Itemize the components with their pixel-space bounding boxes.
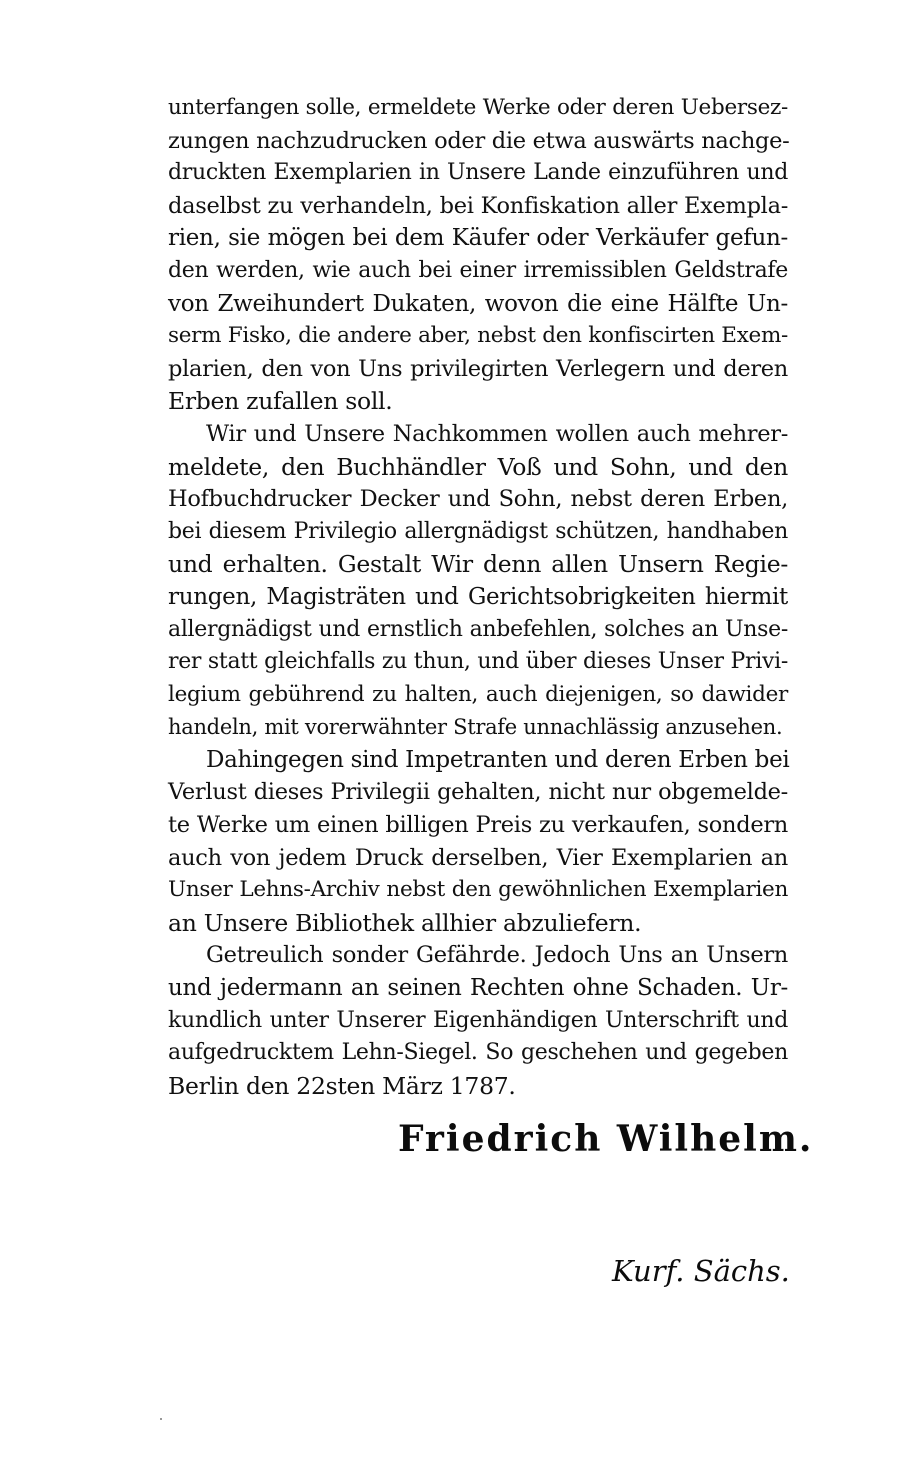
text-line: kundlich unter Unserer Eigenhändigen Unterschrift und bbox=[168, 1007, 788, 1033]
text-line: und jedermann an seinen Rechten ohne Schaden. Ur- bbox=[168, 975, 788, 1002]
text-line: zungen nachzudrucken oder die etwa auswärts nachge- bbox=[168, 127, 790, 154]
text-line: druckten Exemplarien in Unsere Lande einzuführen und bbox=[168, 160, 788, 186]
text-line: von Zweihundert Dukaten, wovon die eine Hälfte Un- bbox=[168, 290, 788, 317]
text-line: auch von jedem Druck derselben, Vier Exemplarien an bbox=[168, 844, 788, 871]
text-line: den werden, wie auch bei einer irremissiblen Geldstrafe bbox=[168, 257, 788, 283]
text-line: aufgedrucktem Lehn-Siegel. So geschehen und gegeben bbox=[168, 1040, 788, 1066]
text-line: und erhalten. Gestalt Wir denn allen Unsern Regie- bbox=[168, 550, 788, 579]
text-line: daselbst zu verhandeln, bei Konfiskation aller Exempla- bbox=[168, 192, 788, 219]
text-line: te Werke um einen billigen Preis zu verkaufen, sondern bbox=[168, 812, 788, 839]
text-line: Hofbuchdrucker Decker und Sohn, nebst deren Erben, bbox=[168, 486, 788, 513]
signature: Friedrich Wilhelm. bbox=[398, 1118, 814, 1160]
text-line: serm Fisko, die andere aber, nebst den konfiscirten Exem- bbox=[168, 323, 788, 349]
text-line: unterfangen solle, ermeldete Werke oder deren Uebersez- bbox=[168, 95, 788, 120]
text-line: plarien, den von Uns privilegirten Verlegern und deren bbox=[168, 355, 788, 382]
text-line: meldete, den Buchhändler Voß und Sohn, und den bbox=[168, 452, 788, 481]
text-line: Dahingegen sind Impetranten und deren Erben bei bbox=[206, 746, 790, 773]
text-line: rungen, Magisträten und Gerichtsobrigkeiten hiermit bbox=[168, 583, 788, 610]
text-line: rer statt gleichfalls zu thun, und über dieses Unser Privi- bbox=[168, 649, 788, 675]
body-text bbox=[168, 92, 788, 1102]
text-line: Verlust dieses Privilegii gehalten, nicht nur obgemelde- bbox=[168, 779, 788, 806]
text-line: Unser Lehns-Archiv nebst den gewöhnlichen Exemplarien bbox=[168, 877, 788, 903]
text-line: allergnädigst und ernstlich anbefehlen, solches an Unse- bbox=[168, 616, 788, 642]
text-line: bei diesem Privilegio allergnädigst schützen, handhaben bbox=[168, 518, 788, 544]
text-line: Berlin den 22sten März 1787. bbox=[168, 1071, 516, 1100]
text-line: Wir und Unsere Nachkommen wollen auch mehrer- bbox=[206, 420, 788, 447]
text-line: rien, sie mögen bei dem Käufer oder Verkäufer gefun- bbox=[168, 225, 788, 252]
countersign: Kurf. Sächs. bbox=[612, 1254, 790, 1288]
text-line: legium gebührend zu halten, auch diejenigen, so dawider bbox=[168, 681, 788, 707]
text-line: Getreulich sonder Gefährde. Jedoch Uns an Unsern bbox=[206, 942, 788, 969]
text-line: handeln, mit vorerwähnter Strafe unnachlässig anzusehen. bbox=[168, 715, 783, 740]
text-line: Erben zufallen soll. bbox=[168, 387, 393, 416]
paper-speck bbox=[160, 1418, 162, 1420]
text-line: an Unsere Bibliothek allhier abzuliefern. bbox=[168, 908, 642, 937]
